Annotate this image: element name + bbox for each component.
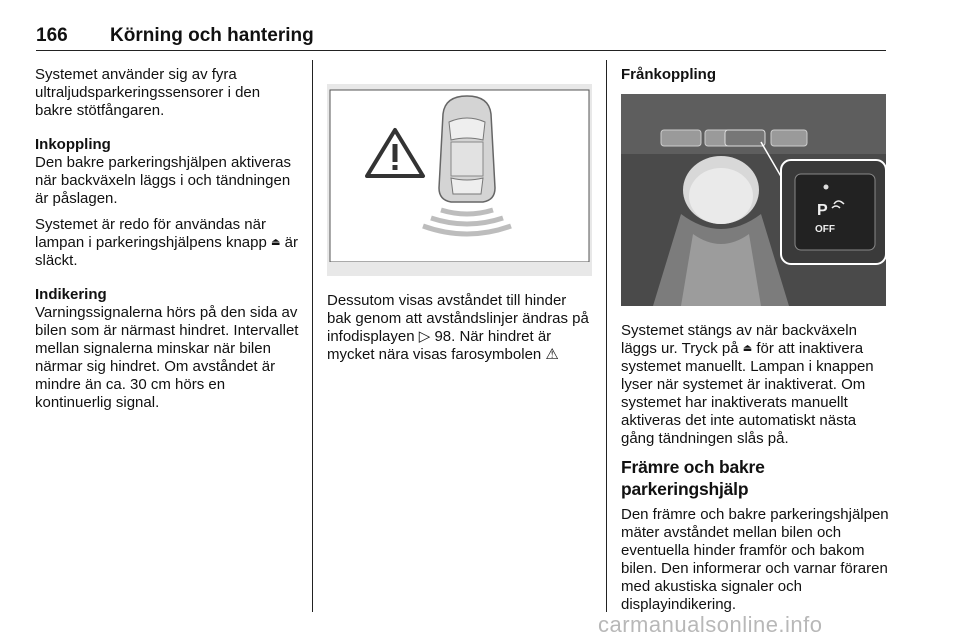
column-divider	[312, 60, 313, 612]
section-heading-front-rear: Främre och bakre parkeringshjälp	[621, 457, 765, 499]
watermark: carmanualsonline.info	[598, 612, 823, 637]
display-paragraph	[327, 292, 592, 364]
display-text-1: Dessutom visas avståndet till hinder bak genom att avståndslinjer ändras på infodisplayen	[327, 292, 589, 345]
console-buttons	[661, 130, 807, 146]
frankoppling-text-2: för att inaktivera systemet manuellt. Lampan i knappen lyser när systemet är inaktiverat. Om systemet har inaktiverats manuellt aktiveras det inte automatiskt nästa gång tändningen slås på.	[621, 340, 874, 447]
inkoppling-paragraph: Den bakre parkeringshjälpen aktiveras när backväxeln läggs i och tändningen är påslagen.	[35, 154, 291, 207]
center-console-photo	[621, 94, 886, 306]
section-heading-indikering: Indikering	[35, 286, 107, 303]
button-label-top: P	[817, 202, 828, 219]
column-divider	[606, 60, 607, 612]
warning-triangle-icon: ⚠	[545, 346, 559, 363]
indikering-paragraph: Varningssignalerna hörs på den sida av bilen som är närmast hindret. Intervallet mellan signalerna minskar när bilen närmar sig hindret. Om avståndet är mindre än ca. 30 cm hörs en kontinuerlig signal.	[35, 304, 299, 411]
button-label-bottom: OFF	[815, 224, 835, 235]
ready-text-after: är släckt.	[35, 234, 298, 269]
section-heading-frankoppling: Frånkoppling	[621, 66, 716, 83]
column-left	[35, 66, 300, 420]
column-middle	[327, 84, 592, 372]
intro-paragraph: Systemet använder sig av fyra ultraljudsparkeringssensorer i den bakre stötfångaren.	[35, 66, 261, 119]
park-assist-off-icon	[781, 160, 886, 264]
page-number: 166	[36, 25, 68, 46]
ready-text-before: Systemet är redo för användas när lampan i parkeringshjälpens knapp	[35, 216, 267, 251]
ready-paragraph	[35, 216, 300, 270]
frankoppling-text-1: Systemet stängs av när backväxeln läggs ur. Tryck på	[621, 322, 857, 357]
display-text-2: . När hindret är mycket nära visas farosymbolen	[327, 328, 552, 363]
park-assist-off-icon: ⏏	[742, 343, 753, 354]
car-top-view-icon	[439, 96, 495, 202]
page-ref-number: 98	[434, 328, 452, 345]
rear-sensor-illustration	[327, 84, 592, 276]
chapter-title: Körning och hantering	[110, 25, 314, 46]
page-ref-arrow-icon: ▷	[418, 328, 431, 345]
section-heading-inkoppling: Inkoppling	[35, 136, 111, 153]
page-header	[36, 24, 886, 51]
park-assist-off-icon: ⏏	[270, 237, 281, 248]
column-right	[621, 66, 889, 622]
front-rear-paragraph: Den främre och bakre parkeringshjälpen mäter avståndet mellan bilen och eventuella hinder framför och bakom bilen. Den informerar och varnar föraren med akustiska signaler och displayindikering.	[621, 506, 889, 613]
frankoppling-paragraph	[621, 322, 889, 448]
